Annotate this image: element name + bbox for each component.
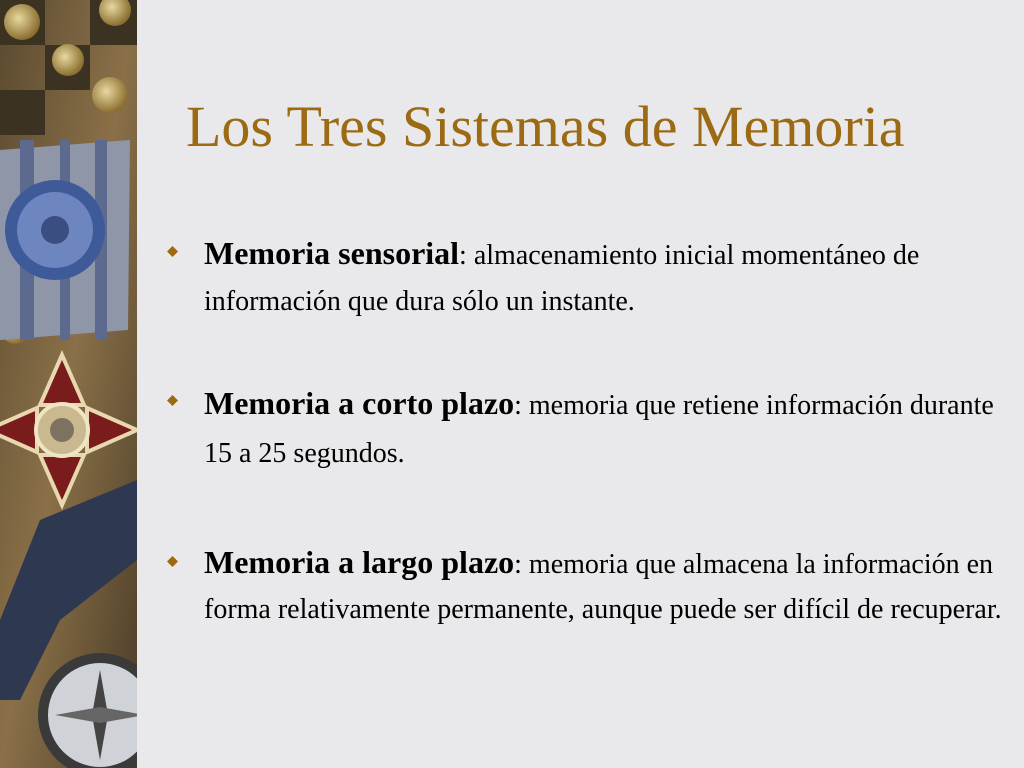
bullet-separator: : xyxy=(514,390,522,421)
bullet-text xyxy=(204,540,1004,632)
medals-compass-illustration xyxy=(0,0,137,768)
diamond-bullet-icon xyxy=(167,246,178,257)
bullet-text xyxy=(204,230,1004,325)
bullet-term: Memoria sensorial xyxy=(204,235,460,271)
bullet-description: almacenamiento inicial momentáneo de información que dura sólo un instante. xyxy=(204,240,920,317)
diamond-bullet-icon xyxy=(167,556,178,567)
bullet-term: Memoria a corto plazo xyxy=(204,385,515,421)
bullet-text xyxy=(204,379,1004,478)
side-decorative-image xyxy=(0,0,137,768)
bullet-separator: : xyxy=(514,549,522,580)
diamond-bullet-icon xyxy=(167,395,178,406)
slide-title: Los Tres Sistemas de Memoria xyxy=(186,94,905,159)
bullet-description: memoria que retiene información durante 15 a 25 segundos. xyxy=(204,390,994,469)
bullet-term: Memoria a largo plazo xyxy=(204,544,515,580)
bullet-description: memoria que almacena la información en forma relativamente permanente, aunque puede ser difícil de recuperar. xyxy=(204,549,1002,625)
bullet-separator: : xyxy=(459,240,467,271)
